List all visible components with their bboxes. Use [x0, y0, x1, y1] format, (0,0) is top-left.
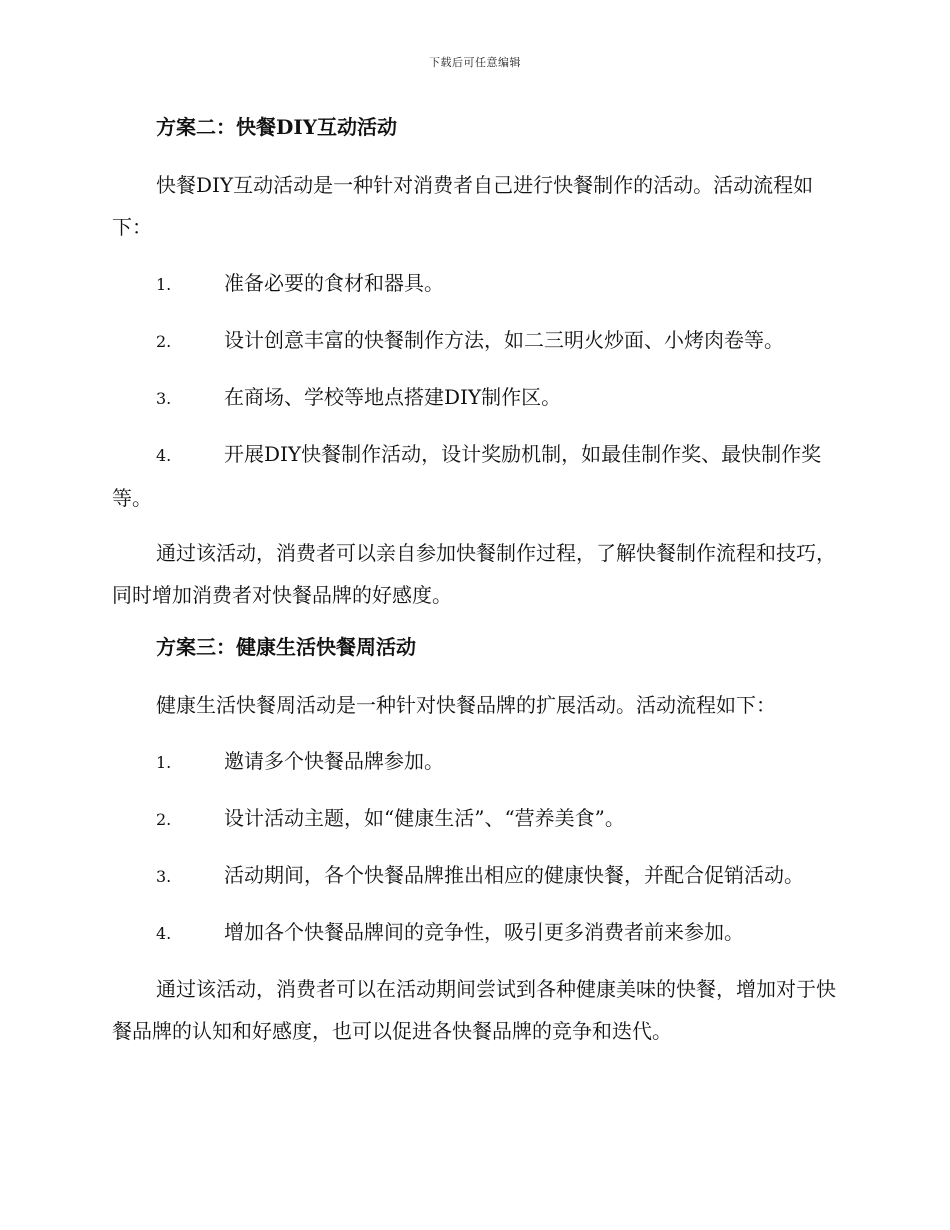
list-item	[112, 319, 837, 363]
list-item-number: 2.	[156, 332, 172, 351]
list-item-text: 设计创意丰富的快餐制作方法，如二三明火炒面、小烤肉卷等。	[224, 328, 784, 352]
list-item-number: 3.	[156, 867, 172, 886]
list-item	[112, 740, 837, 784]
list-item-text: 准备必要的食材和器具。	[224, 271, 444, 295]
document-body	[112, 110, 837, 1066]
list-item-text: 设计活动主题，如“健康生活”、“营养美食”。	[224, 806, 625, 830]
list-item-text: 活动期间，各个快餐品牌推出相应的健康快餐，并配合促销活动。	[224, 863, 804, 887]
list-item-number: 4.	[156, 446, 172, 465]
page-header: 下载后可任意编辑	[429, 56, 521, 69]
section-intro-2: 快餐DIY互动活动是一种针对消费者自己进行快餐制作的活动。活动流程如下：	[112, 173, 814, 239]
section-heading-2: 方案二：快餐DIY互动活动	[156, 115, 397, 139]
list-item-number: 3.	[156, 389, 172, 408]
list-item	[112, 797, 837, 841]
section-summary-3: 通过该活动，消费者可以在活动期间尝试到各种健康美味的快餐，增加对于快餐品牌的认知和好感度，也可以促进各快餐品牌的竞争和迭代。	[112, 977, 836, 1043]
list-item-text: 在商场、学校等地点搭建DIY制作区。	[224, 385, 562, 409]
section-intro-3: 健康生活快餐周活动是一种针对快餐品牌的扩展活动。活动流程如下：	[156, 693, 776, 717]
list-item-number: 1.	[156, 753, 172, 772]
section-heading-3: 方案三：健康生活快餐周活动	[156, 635, 416, 659]
list-item-text: 邀请多个快餐品牌参加。	[224, 749, 444, 773]
list-item	[112, 854, 837, 898]
list-item	[112, 262, 837, 306]
list-item	[112, 911, 837, 955]
list-item	[112, 376, 837, 420]
list-item-text: 开展DIY快餐制作活动，设计奖励机制，如最佳制作奖、最快制作奖等。	[112, 442, 822, 510]
list-item-text: 增加各个快餐品牌间的竞争性，吸引更多消费者前来参加。	[224, 920, 744, 944]
list-item	[112, 433, 837, 519]
list-item-number: 1.	[156, 275, 172, 294]
list-item-number: 2.	[156, 810, 172, 829]
list-item-number: 4.	[156, 924, 172, 943]
section-summary-2: 通过该活动，消费者可以亲自参加快餐制作过程，了解快餐制作流程和技巧，同时增加消费者对快餐品牌的好感度。	[112, 541, 836, 607]
